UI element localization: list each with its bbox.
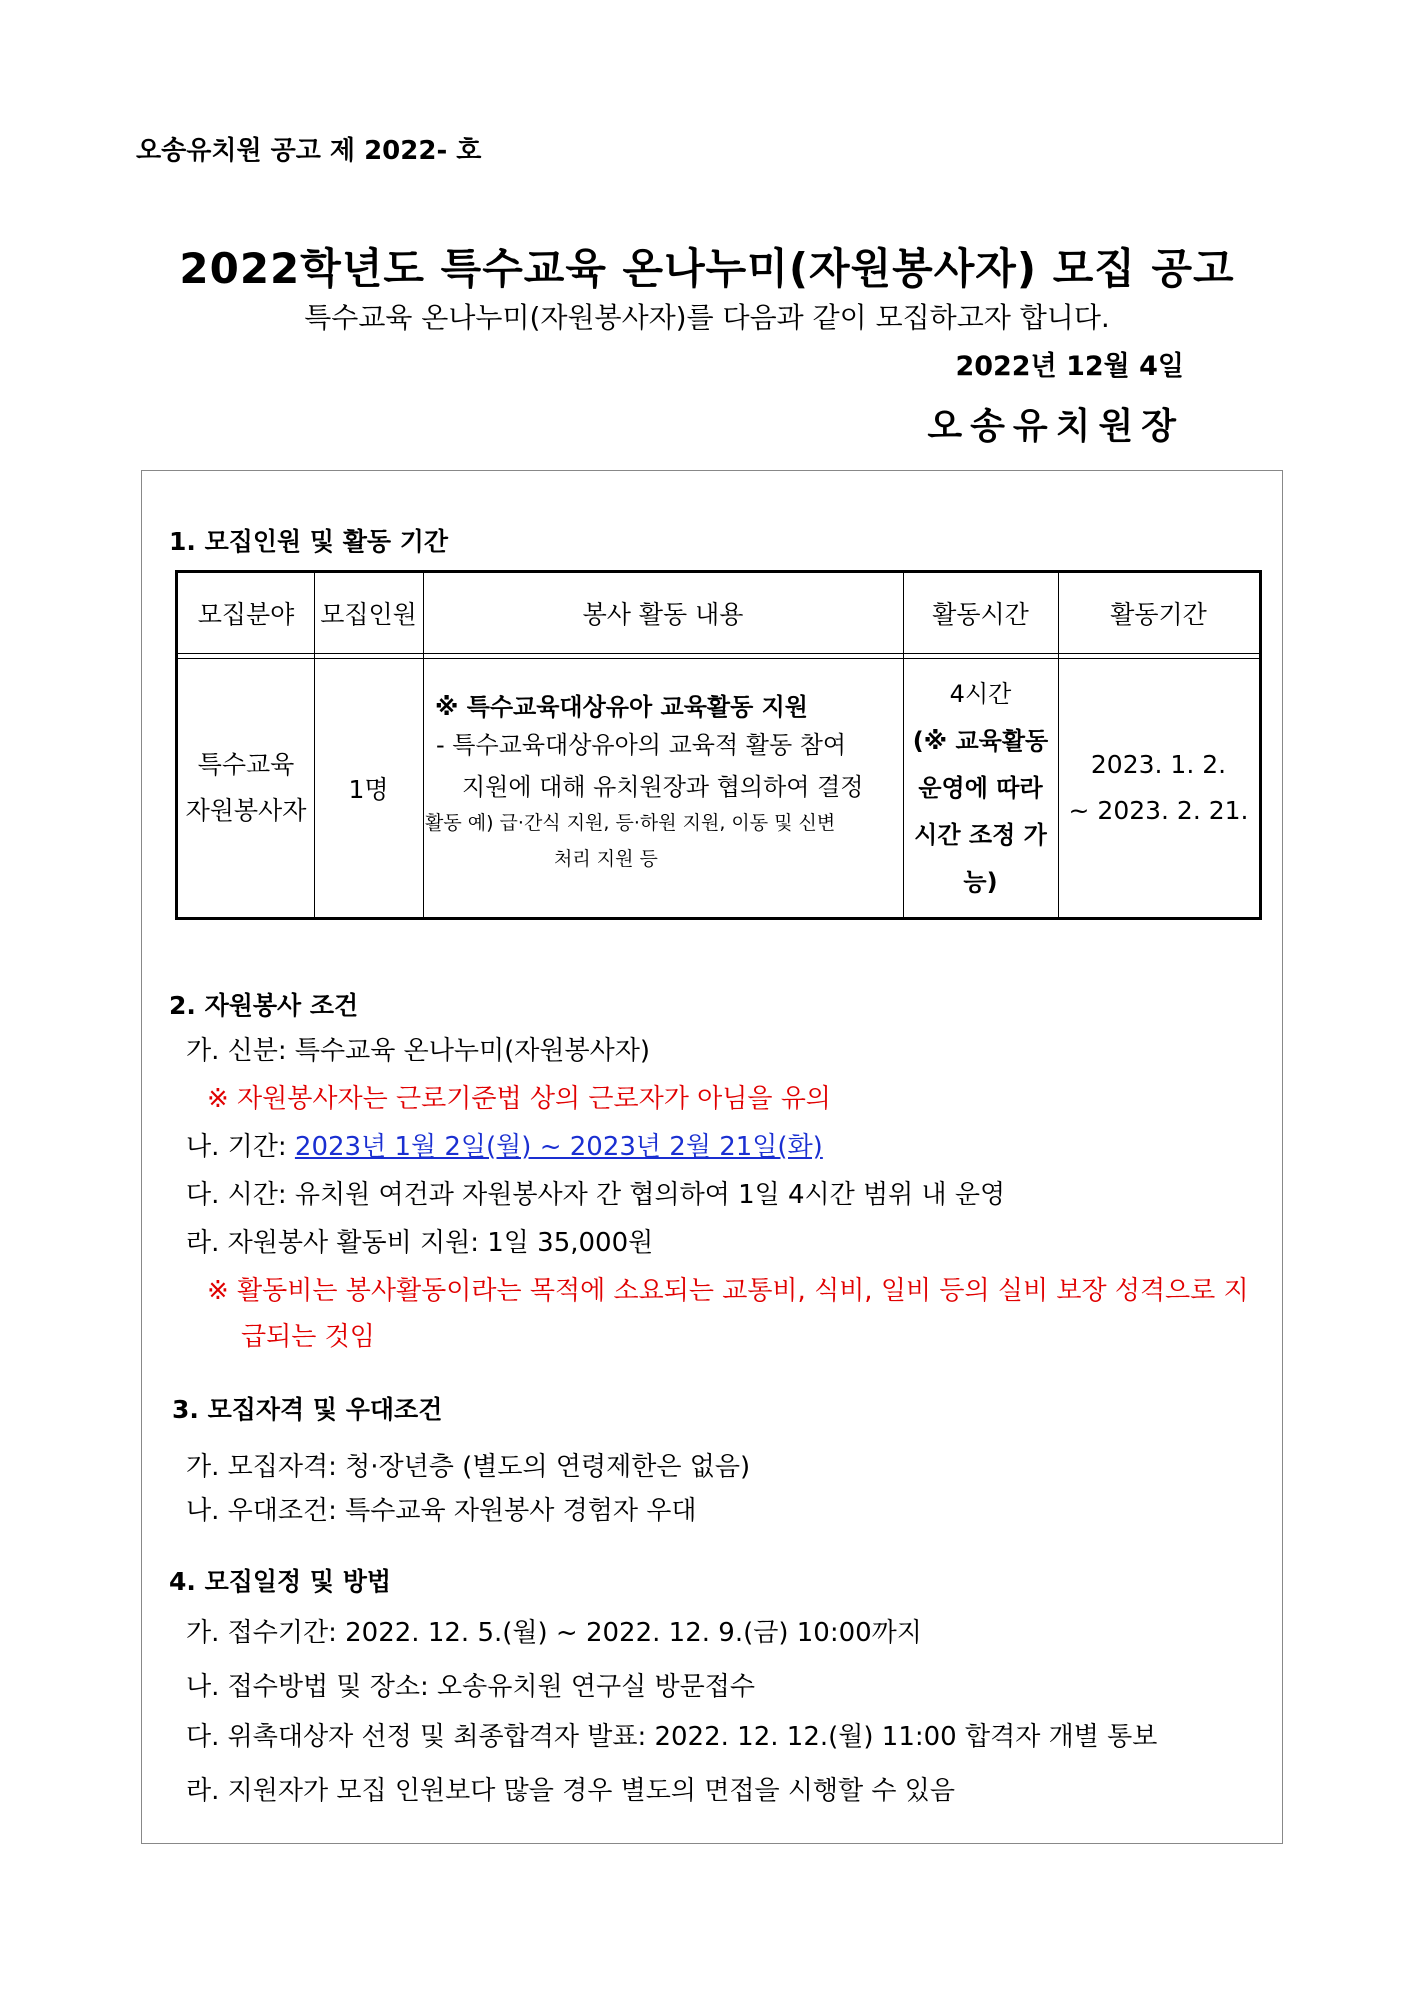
section4-item-da: 다. 위촉대상자 선정 및 최종합격자 발표: 2022. 12. 12.(월) 11:00 합격자 개별 통보	[186, 1722, 1158, 1752]
table-header-content: 봉사 활동 내용	[582, 600, 744, 629]
section2-note-ga: ※ 자원봉사자는 근로기준법 상의 근로자가 아님을 유의	[207, 1084, 831, 1114]
table-cell-time	[903, 659, 1058, 917]
section2-note-ra-line1: ※ 활동비는 봉사활동이라는 목적에 소요되는 교통비, 식비, 일비 등의 실비 보장 성격으로 지	[207, 1276, 1249, 1306]
field-line1: 특수교육	[197, 750, 295, 779]
period-line2: ~ 2023. 2. 21.	[1068, 796, 1249, 825]
content-example2: 처리 지원 등	[554, 848, 658, 870]
document-title: 2022학년도 특수교육 온나누미(자원봉사자) 모집 공고	[179, 244, 1235, 293]
period-link[interactable]: 2023년 1월 2일(월) ~ 2023년 2월 21일(화)	[294, 1132, 823, 1162]
content-line2: 지원에 대해 유치원장과 협의하여 결정	[462, 773, 864, 801]
table-header-count: 모집인원	[320, 600, 417, 629]
section2-item-na	[186, 1126, 823, 1163]
period-line1: 2023. 1. 2.	[1090, 750, 1227, 779]
document-subtitle: 특수교육 온나누미(자원봉사자)를 다음과 같이 모집하고자 합니다.	[304, 301, 1110, 334]
document-issuer: 오송유치원장	[927, 406, 1184, 447]
table-header-time: 활동시간	[932, 600, 1029, 629]
document-date: 2022년 12월 4일	[955, 351, 1184, 382]
table-header-field: 모집분야	[197, 600, 295, 629]
content-example1: 활동 예) 급·간식 지원, 등·하원 지원, 이동 및 신변	[425, 812, 836, 834]
notice-number: 오송유치원 공고 제 2022- 호	[136, 136, 482, 166]
content-title: ※ 특수교육대상유아 교육활동 지원	[435, 693, 808, 721]
section3-heading: 3. 모집자격 및 우대조건	[172, 1395, 443, 1424]
time-line4: 시간 조정 가능)	[914, 820, 1047, 896]
field-line2: 자원봉사자	[185, 796, 307, 825]
table-cell-count: 1명	[348, 775, 389, 804]
time-line1: 4시간	[949, 679, 1012, 708]
table-cell-period	[1058, 659, 1259, 917]
time-line2: (※ 교육활동	[912, 726, 1049, 755]
section2-note-ra-line2: 급되는 것임	[241, 1322, 375, 1352]
time-line3: 운영에 따라	[918, 773, 1043, 802]
section1-heading: 1. 모집인원 및 활동 기간	[169, 527, 449, 556]
section2-heading: 2. 자원봉사 조건	[169, 991, 359, 1020]
content-line1: - 특수교육대상유아의 교육적 활동 참여	[436, 731, 847, 759]
table-cell-field	[178, 659, 314, 917]
section2-item-ra: 라. 자원봉사 활동비 지원: 1일 35,000원	[186, 1228, 654, 1258]
section4-item-ra: 라. 지원자가 모집 인원보다 많을 경우 별도의 면접을 시행할 수 있음	[186, 1776, 956, 1806]
section3-item-na: 나. 우대조건: 특수교육 자원봉사 경험자 우대	[186, 1496, 697, 1526]
section2-item-da: 다. 시간: 유치원 여건과 자원봉사자 간 협의하여 1일 4시간 범위 내 운영	[186, 1180, 1006, 1210]
section4-item-ga: 가. 접수기간: 2022. 12. 5.(월) ~ 2022. 12. 9.(금) 10:00까지	[186, 1618, 922, 1648]
section4-item-na: 나. 접수방법 및 장소: 오송유치원 연구실 방문접수	[186, 1672, 755, 1702]
section2-item-ga: 가. 신분: 특수교육 온나누미(자원봉사자)	[186, 1036, 650, 1066]
period-label: 나. 기간:	[186, 1132, 295, 1162]
section4-heading: 4. 모집일정 및 방법	[169, 1567, 392, 1596]
table-header-period: 활동기간	[1110, 600, 1207, 629]
section3-item-ga: 가. 모집자격: 청·장년층 (별도의 연령제한은 없음)	[186, 1452, 751, 1482]
recruitment-table	[175, 570, 1262, 920]
table-cell-content	[423, 659, 903, 917]
